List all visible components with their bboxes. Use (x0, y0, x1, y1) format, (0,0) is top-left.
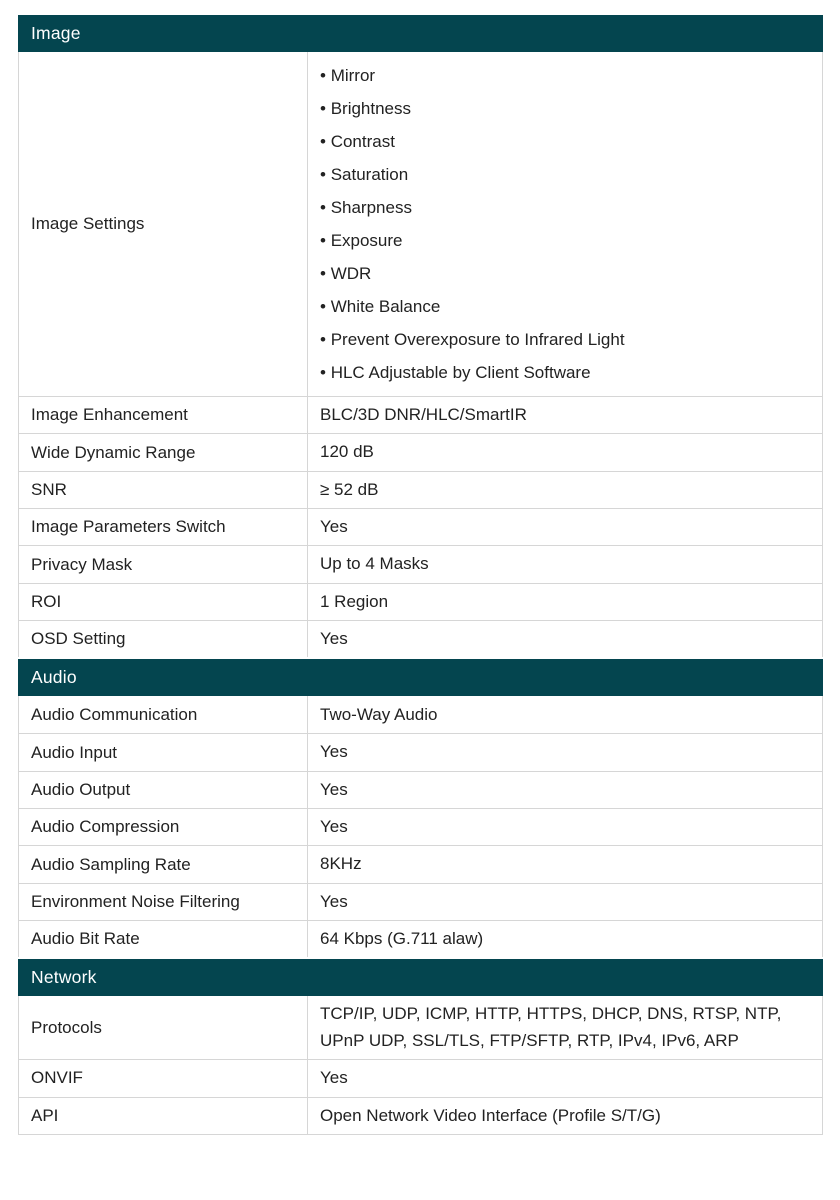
spec-value (308, 734, 822, 770)
list-item: • Mirror (320, 59, 810, 92)
spec-label-text: Privacy Mask (31, 554, 133, 574)
table-row (19, 920, 822, 957)
spec-label (19, 621, 308, 657)
spec-label (19, 734, 308, 770)
list-item: • Sharpness (320, 191, 810, 224)
spec-value-text: 64 Kbps (G.711 alaw) (320, 929, 484, 949)
spec-value (308, 884, 822, 920)
spec-value-text: Up to 4 Masks (320, 554, 429, 574)
spec-value-text: Yes (320, 1068, 348, 1088)
section-title: Audio (31, 667, 77, 688)
table-row (19, 996, 822, 1059)
spec-value-text: TCP/IP, UDP, ICMP, HTTP, HTTPS, DHCP, DNS, RTSP, NTP, UPnP UDP, SSL/TLS, FTP/SFTP, RTP, IPv4, IPv6, ARP (320, 1004, 782, 1050)
list-item: • Contrast (320, 125, 810, 158)
spec-label (19, 52, 308, 396)
spec-value (308, 397, 822, 433)
spec-value (308, 472, 822, 508)
image-settings-list (320, 57, 810, 391)
spec-label (19, 1060, 308, 1096)
spec-label-text: Image Settings (31, 214, 145, 234)
section-image (19, 15, 822, 657)
section-network (19, 957, 822, 1133)
spec-value (308, 996, 822, 1059)
spec-label-text: Audio Output (31, 780, 131, 800)
spec-label (19, 884, 308, 920)
section-header-network (18, 957, 823, 996)
list-item: • Prevent Overexposure to Infrared Light (320, 323, 810, 356)
spec-label-text: OSD Setting (31, 629, 126, 649)
spec-value (308, 772, 822, 808)
spec-value-text: 120 dB (320, 442, 374, 462)
table-row (19, 433, 822, 470)
list-item: • HLC Adjustable by Client Software (320, 356, 810, 389)
spec-value (308, 1098, 822, 1134)
spec-value (308, 696, 822, 733)
table-row (19, 508, 822, 545)
spec-value-text: Yes (320, 517, 348, 537)
spec-label (19, 996, 308, 1059)
spec-label (19, 772, 308, 808)
section-audio (19, 657, 822, 957)
table-row (19, 771, 822, 808)
spec-label (19, 546, 308, 582)
spec-label (19, 509, 308, 545)
table-row (19, 52, 822, 396)
spec-label (19, 584, 308, 620)
spec-value-text: Yes (320, 629, 348, 649)
table-row (19, 883, 822, 920)
list-item: • Exposure (320, 224, 810, 257)
spec-label-text: Audio Bit Rate (31, 929, 140, 949)
spec-label-text: Audio Communication (31, 705, 198, 724)
spec-value-text: 1 Region (320, 591, 389, 611)
list-item: • White Balance (320, 290, 810, 323)
spec-value-text: Yes (320, 891, 348, 911)
spec-value-text: Two-Way Audio (320, 704, 438, 724)
table-row (19, 545, 822, 582)
section-title: Image (31, 23, 81, 43)
spec-label (19, 434, 308, 470)
spec-label (19, 809, 308, 845)
spec-value (308, 584, 822, 620)
spec-table (18, 15, 823, 1135)
spec-label (19, 397, 308, 433)
spec-value (308, 1060, 822, 1096)
spec-value (308, 921, 822, 957)
table-row (19, 696, 822, 733)
table-row (19, 733, 822, 770)
spec-label (19, 846, 308, 882)
spec-label-text: Audio Input (31, 742, 118, 762)
spec-value (308, 509, 822, 545)
section-header-audio (18, 657, 823, 696)
spec-value-text: Open Network Video Interface (Profile S/T/G) (320, 1105, 661, 1125)
spec-label-text: Audio Sampling Rate (31, 854, 191, 874)
spec-value (308, 846, 822, 882)
table-row (19, 1097, 822, 1134)
spec-value-text: ≥ 52 dB (320, 479, 379, 499)
table-row (19, 808, 822, 845)
list-item: • WDR (320, 257, 810, 290)
spec-value-text: BLC/3D DNR/HLC/SmartIR (320, 405, 527, 424)
spec-label (19, 472, 308, 508)
spec-label-text: Protocols (31, 1017, 102, 1037)
spec-value (308, 809, 822, 845)
spec-label-text: ROI (31, 591, 62, 611)
spec-value (308, 621, 822, 657)
spec-label (19, 1098, 308, 1134)
spec-value-text: 8KHz (320, 854, 362, 874)
spec-value (308, 52, 822, 396)
table-row (19, 471, 822, 508)
spec-value (308, 546, 822, 582)
list-item: • Brightness (320, 92, 810, 125)
table-row (19, 845, 822, 882)
spec-label-text: Wide Dynamic Range (31, 442, 196, 462)
spec-label-text: SNR (31, 479, 67, 499)
spec-value-text: Yes (320, 779, 348, 799)
table-row (19, 583, 822, 620)
spec-label-text: Image Enhancement (31, 405, 188, 425)
spec-label-text: ONVIF (31, 1068, 83, 1088)
table-row (19, 1059, 822, 1096)
spec-label (19, 696, 308, 733)
section-title: Network (31, 967, 97, 988)
spec-label (19, 921, 308, 957)
section-header-image (18, 15, 823, 52)
spec-value-text: Yes (320, 742, 348, 762)
table-row (19, 396, 822, 433)
list-item: • Saturation (320, 158, 810, 191)
spec-label-text: API (31, 1105, 59, 1125)
spec-label-text: Audio Compression (31, 817, 180, 837)
spec-label-text: Image Parameters Switch (31, 517, 226, 537)
spec-label-text: Environment Noise Filtering (31, 892, 240, 912)
table-row (19, 620, 822, 657)
spec-value (308, 434, 822, 470)
spec-value-text: Yes (320, 817, 348, 837)
